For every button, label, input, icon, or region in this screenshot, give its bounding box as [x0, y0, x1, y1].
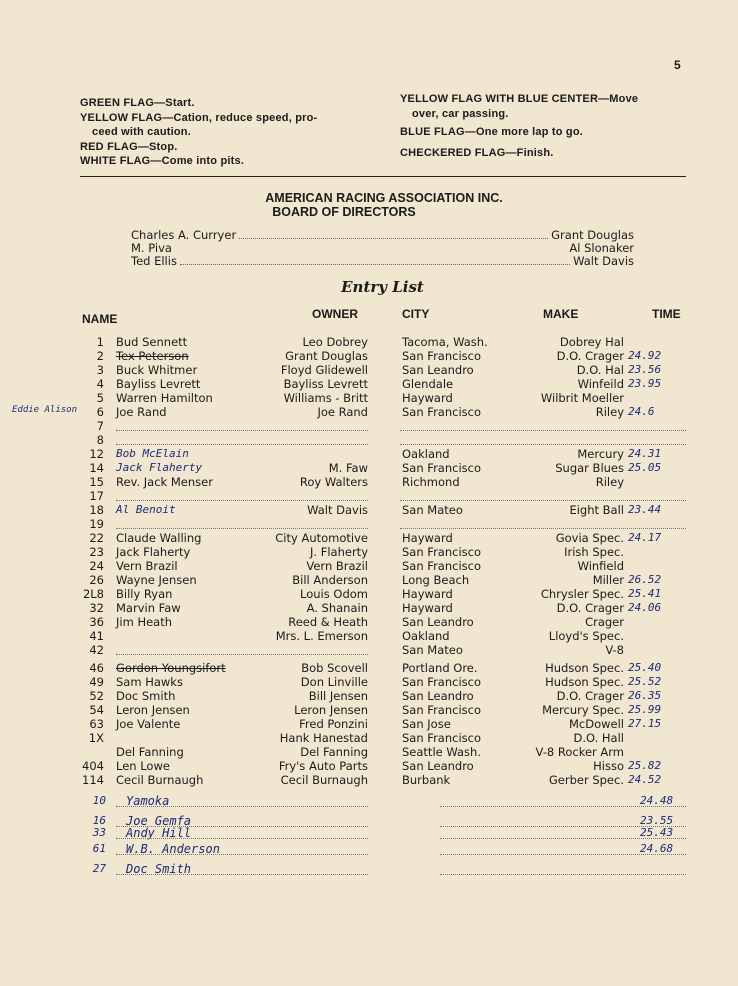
entry-make: Miller: [592, 573, 624, 587]
entry-name: Bud Sennett: [116, 335, 188, 349]
entry-make: D.O. Crager: [556, 349, 624, 363]
entry-num: 26: [89, 573, 104, 587]
board-row: Charles A. Curryer Grant Douglas: [131, 228, 634, 242]
entry-owner: Roy Walters: [299, 475, 368, 489]
flag-white: WHITE FLAG—Come into pits.: [80, 155, 245, 167]
entry-owner: Cecil Burnaugh: [280, 773, 368, 787]
blank-line: [116, 806, 368, 807]
handwritten-name: Joe Gemfa: [126, 814, 192, 828]
entry-owner: M. Faw: [328, 461, 368, 475]
entry-city: San Leandro: [402, 689, 474, 703]
entry-name: Tex Peterson: [116, 349, 189, 363]
entry-city: San Leandro: [402, 363, 474, 377]
header-city: CITY: [402, 307, 430, 321]
flag-yellow: YELLOW FLAG—Cation, reduce speed, pro-: [80, 111, 318, 124]
entry-time: 24.6: [628, 405, 655, 418]
entry-owner: Floyd Glidewell: [280, 363, 368, 377]
table-row: [0, 675, 738, 689]
blank-line: [400, 528, 686, 529]
entry-city: Glendale: [402, 377, 454, 391]
entry-make: Wilbrit Moeller: [540, 391, 624, 405]
table-row: [0, 349, 738, 363]
blank-line: [400, 500, 686, 501]
entry-make: Govia Spec.: [555, 531, 624, 545]
entry-time: 25.52: [628, 675, 662, 688]
entry-city: San Francisco: [402, 349, 482, 363]
table-row: [0, 503, 738, 517]
table-row: [0, 419, 738, 433]
entry-city: Hayward: [402, 391, 453, 405]
entry-make: Mercury: [577, 447, 624, 461]
entry-time: 24.92: [628, 349, 662, 362]
entry-city: San Mateo: [402, 503, 463, 517]
entry-num: 32: [89, 601, 104, 615]
entry-city: San Leandro: [402, 615, 474, 629]
entry-name: Wayne Jensen: [116, 573, 197, 587]
entry-name: Sam Hawks: [116, 675, 183, 689]
entry-num: 49: [89, 675, 104, 689]
blank-line: [116, 854, 368, 855]
handwritten-name: W.B. Anderson: [126, 842, 220, 856]
handwritten-num: 16: [92, 814, 106, 827]
table-row: [0, 447, 738, 461]
blank-line: [440, 806, 686, 807]
entry-city: Oakland: [402, 447, 450, 461]
blank-line: [400, 444, 686, 445]
flag-yellow-blue: YELLOW FLAG WITH BLUE CENTER—Move: [400, 93, 639, 105]
entry-name: Joe Rand: [116, 405, 167, 419]
entry-name: Joe Valente: [116, 717, 181, 731]
entry-owner: Leron Jensen: [294, 703, 368, 717]
entry-num: 2L8: [82, 587, 104, 601]
table-row: [0, 559, 738, 573]
handwritten-num: 27: [92, 862, 106, 875]
entry-name: Jim Heath: [116, 615, 173, 629]
entry-name: Rev. Jack Menser: [116, 475, 213, 489]
flag-green: GREEN FLAG—Start.: [80, 97, 195, 109]
entry-num: 15: [89, 475, 104, 489]
handwritten-row: [0, 862, 738, 876]
divider: [80, 176, 686, 177]
handwritten-time: 23.55: [640, 814, 674, 827]
entry-name: Marvin Faw: [116, 601, 181, 615]
blank-line: [440, 838, 686, 839]
entry-make: Sugar Blues: [555, 461, 624, 475]
entry-city: Seattle Wash.: [402, 745, 481, 759]
entry-make: Lloyd's Spec.: [548, 629, 624, 643]
entry-make: D.O. Crager: [556, 689, 624, 703]
flag-blue: BLUE FLAG—One more lap to go.: [400, 126, 584, 138]
entry-num: 12: [89, 447, 104, 461]
entry-make: D.O. Hal: [576, 363, 624, 377]
entry-time: 25.41: [628, 587, 662, 600]
table-row: [0, 405, 738, 419]
entry-city: Oakland: [402, 629, 450, 643]
entry-make: Dobrey Hal: [559, 335, 624, 349]
handwritten-num: 10: [92, 794, 106, 807]
table-row: [0, 573, 738, 587]
table-row: [0, 773, 738, 787]
entry-city: Hayward: [402, 587, 453, 601]
entry-time: 23.95: [628, 377, 662, 390]
flag-legend-right: [400, 92, 638, 160]
entry-num: 52: [89, 689, 104, 703]
entry-name: Leron Jensen: [116, 703, 190, 717]
table-row: [0, 517, 738, 531]
blank-line: [116, 430, 368, 431]
entry-make: Riley: [595, 475, 624, 489]
blank-line: [116, 444, 368, 445]
entry-make: Crager: [585, 615, 624, 629]
entry-num: 5: [96, 391, 104, 405]
entry-make: Riley: [595, 405, 624, 419]
entry-make: Hudson Spec.: [545, 661, 624, 675]
entry-name: Doc Smith: [116, 689, 176, 703]
entry-city: San Francisco: [402, 731, 482, 745]
entry-time: 26.35: [628, 689, 662, 702]
board-row: Ted Ellis Walt Davis: [131, 254, 634, 268]
table-row: [0, 363, 738, 377]
entry-owner: Bill Jensen: [308, 689, 368, 703]
table-row: [0, 731, 738, 745]
org-name: AMERICAN RACING ASSOCIATION INC.: [265, 191, 503, 205]
entry-make: Hudson Spec.: [545, 675, 624, 689]
entry-city: San Francisco: [402, 461, 482, 475]
entry-time: 25.82: [628, 759, 662, 772]
header-make: MAKE: [543, 307, 579, 321]
entry-make: McDowell: [568, 717, 624, 731]
entry-num: 2: [96, 349, 104, 363]
entry-owner: Grant Douglas: [285, 349, 368, 363]
entry-make: Eight Ball: [569, 503, 624, 517]
table-row: [0, 391, 738, 405]
entry-owner: J. Flaherty: [310, 545, 368, 559]
entry-name: Jack Flaherty: [116, 461, 203, 474]
entry-name: Vern Brazil: [116, 559, 178, 573]
table-row: [0, 661, 738, 675]
blank-line: [116, 654, 368, 655]
entry-num: 1X: [88, 731, 104, 745]
entry-name: Del Fanning: [116, 745, 184, 759]
header-name: NAME: [82, 312, 118, 326]
entry-city: San Leandro: [402, 759, 474, 773]
entry-city: San Mateo: [402, 643, 463, 657]
entry-name: Gordon Youngsifort: [116, 661, 226, 675]
flag-yellow-blue-cont: over, car passing.: [412, 107, 509, 120]
entry-make: D.O. Hall: [573, 731, 624, 745]
handwritten-time: 24.48: [640, 794, 674, 807]
entry-owner: Don Linville: [300, 675, 368, 689]
entry-owner: City Automotive: [275, 531, 368, 545]
handwritten-num: 33: [92, 826, 106, 839]
blank-line: [440, 874, 686, 875]
table-row: [0, 703, 738, 717]
entry-time: 24.17: [628, 531, 662, 544]
entry-city: Hayward: [402, 531, 453, 545]
entry-make: D.O. Crager: [556, 601, 624, 615]
entry-num: 36: [89, 615, 104, 629]
table-row: [0, 643, 738, 657]
blank-line: [116, 838, 368, 839]
entry-make: Mercury Spec.: [542, 703, 624, 717]
entry-name: Warren Hamilton: [116, 391, 213, 405]
entry-city: Richmond: [402, 475, 460, 489]
table-row: [0, 433, 738, 447]
board-list: [131, 228, 634, 267]
entry-name: Billy Ryan: [116, 587, 173, 601]
entry-city: San Francisco: [402, 405, 482, 419]
table-row: [0, 545, 738, 559]
table-row: [0, 587, 738, 601]
entry-owner: Vern Brazil: [306, 559, 368, 573]
entry-owner: Hank Hanestad: [279, 731, 368, 745]
entry-num: 3: [96, 363, 104, 377]
entry-owner: Bayliss Levrett: [283, 377, 368, 391]
table-row: [0, 689, 738, 703]
handwritten-name: Yamoka: [126, 794, 170, 808]
handwritten-num: 61: [92, 842, 106, 855]
entry-city: Long Beach: [402, 573, 470, 587]
blank-line: [116, 528, 368, 529]
table-row: [0, 461, 738, 475]
board-title: BOARD OF DIRECTORS: [272, 205, 416, 219]
entry-name: Jack Flaherty: [116, 545, 191, 559]
entry-owner: Walt Davis: [307, 503, 368, 517]
entry-time: 26.52: [628, 573, 662, 586]
entry-num: 4: [96, 377, 104, 391]
entry-num: 22: [89, 531, 104, 545]
table-row: [0, 759, 738, 773]
entry-num: 114: [82, 773, 104, 787]
entry-owner: Louis Odom: [300, 587, 368, 601]
entry-owner: Bob Scovell: [301, 661, 368, 675]
blank-line: [400, 430, 686, 431]
entry-make: Chrysler Spec.: [540, 587, 624, 601]
handwritten-time: 25.43: [640, 826, 674, 839]
table-row: [0, 629, 738, 643]
page-number: 5: [674, 58, 681, 72]
entry-make: Irish Spec.: [564, 545, 624, 559]
entry-time: 25.40: [628, 661, 662, 674]
entry-make: V-8 Rocker Arm: [535, 745, 624, 759]
table-row: [0, 601, 738, 615]
entry-name: Al Benoit: [116, 503, 176, 516]
entry-num: 41: [89, 629, 104, 643]
entry-owner: Del Fanning: [300, 745, 368, 759]
entry-make: Hisso: [593, 759, 624, 773]
entry-city: San Francisco: [402, 559, 482, 573]
entry-name: Bob McElain: [116, 447, 189, 460]
handwritten-time: 24.68: [640, 842, 674, 855]
entry-num: 7: [96, 419, 104, 433]
handwritten-row: [0, 826, 738, 840]
entry-name: Claude Walling: [116, 531, 202, 545]
blank-line: [116, 500, 368, 501]
entry-city: San Francisco: [402, 675, 482, 689]
entry-name: Cecil Burnaugh: [116, 773, 204, 787]
entry-owner: Mrs. L. Emerson: [275, 629, 368, 643]
entry-city: Portland Ore.: [402, 661, 478, 675]
entry-time: 23.44: [628, 503, 662, 516]
entry-name: Len Lowe: [116, 759, 170, 773]
entry-time: 24.06: [628, 601, 662, 614]
table-row: [0, 745, 738, 759]
entry-city: Tacoma, Wash.: [402, 335, 488, 349]
entry-owner: Leo Dobrey: [302, 335, 368, 349]
table-row: [0, 475, 738, 489]
entry-num: 42: [89, 643, 104, 657]
entry-owner: Joe Rand: [317, 405, 368, 419]
entry-city: Hayward: [402, 601, 453, 615]
table-row: [0, 489, 738, 503]
entry-owner: A. Shanain: [306, 601, 368, 615]
header-time: TIME: [652, 307, 681, 321]
entry-city: San Francisco: [402, 545, 482, 559]
entry-num: 19: [89, 517, 104, 531]
entry-time: 24.52: [628, 773, 662, 786]
entry-make: Winfeild: [577, 377, 624, 391]
margin-note: Eddie Alison: [12, 405, 78, 415]
entry-num: 18: [89, 503, 104, 517]
table-row: [0, 531, 738, 545]
flag-yellow-cont: ceed with caution.: [92, 126, 191, 138]
handwritten-row: [0, 842, 738, 856]
entry-owner: Fry's Auto Parts: [278, 759, 368, 773]
entry-time: 25.99: [628, 703, 662, 716]
entry-time: 23.56: [628, 363, 662, 376]
blank-line: [116, 874, 368, 875]
entry-time: 25.05: [628, 461, 662, 474]
flag-red: RED FLAG—Stop.: [80, 140, 178, 153]
entry-list-title: Entry List: [341, 278, 424, 296]
entry-city: San Jose: [402, 717, 451, 731]
header-owner: OWNER: [312, 307, 358, 321]
entry-num: 14: [89, 461, 104, 475]
entry-name: Buck Whitmer: [116, 363, 198, 377]
entry-num: 404: [82, 759, 104, 773]
handwritten-row: [0, 794, 738, 808]
entry-time: 27.15: [628, 717, 662, 730]
entry-num: 17: [89, 489, 104, 503]
handwritten-name: Andy Hill: [126, 826, 192, 840]
entry-owner: Williams - Britt: [283, 391, 368, 405]
entry-owner: Reed & Heath: [288, 615, 368, 629]
entry-num: 46: [89, 661, 104, 675]
entry-city: San Francisco: [402, 703, 482, 717]
flag-legend-left: [80, 96, 317, 169]
table-row: [0, 335, 738, 349]
table-row: [0, 717, 738, 731]
handwritten-name: Doc Smith: [126, 862, 192, 876]
entry-num: 24: [89, 559, 104, 573]
entry-make: Winfield: [577, 559, 624, 573]
table-row: [0, 377, 738, 391]
table-row: [0, 615, 738, 629]
entry-make: Gerber Spec.: [548, 773, 624, 787]
entry-owner: Bill Anderson: [292, 573, 368, 587]
entry-name: Bayliss Levrett: [116, 377, 201, 391]
blank-line: [440, 854, 686, 855]
entry-time: 24.31: [628, 447, 662, 460]
entry-num: 54: [89, 703, 104, 717]
entry-make: V-8: [605, 643, 624, 657]
entry-city: Burbank: [402, 773, 451, 787]
entry-owner: Fred Ponzini: [299, 717, 368, 731]
entry-num: 8: [96, 433, 104, 447]
entry-num: 23: [89, 545, 104, 559]
flag-checkered: CHECKERED FLAG—Finish.: [400, 146, 554, 159]
entry-num: 1: [96, 335, 104, 349]
entry-num: 63: [89, 717, 104, 731]
entry-num: 6: [96, 405, 104, 419]
board-row: M. Piva Al Slonaker: [131, 241, 634, 255]
